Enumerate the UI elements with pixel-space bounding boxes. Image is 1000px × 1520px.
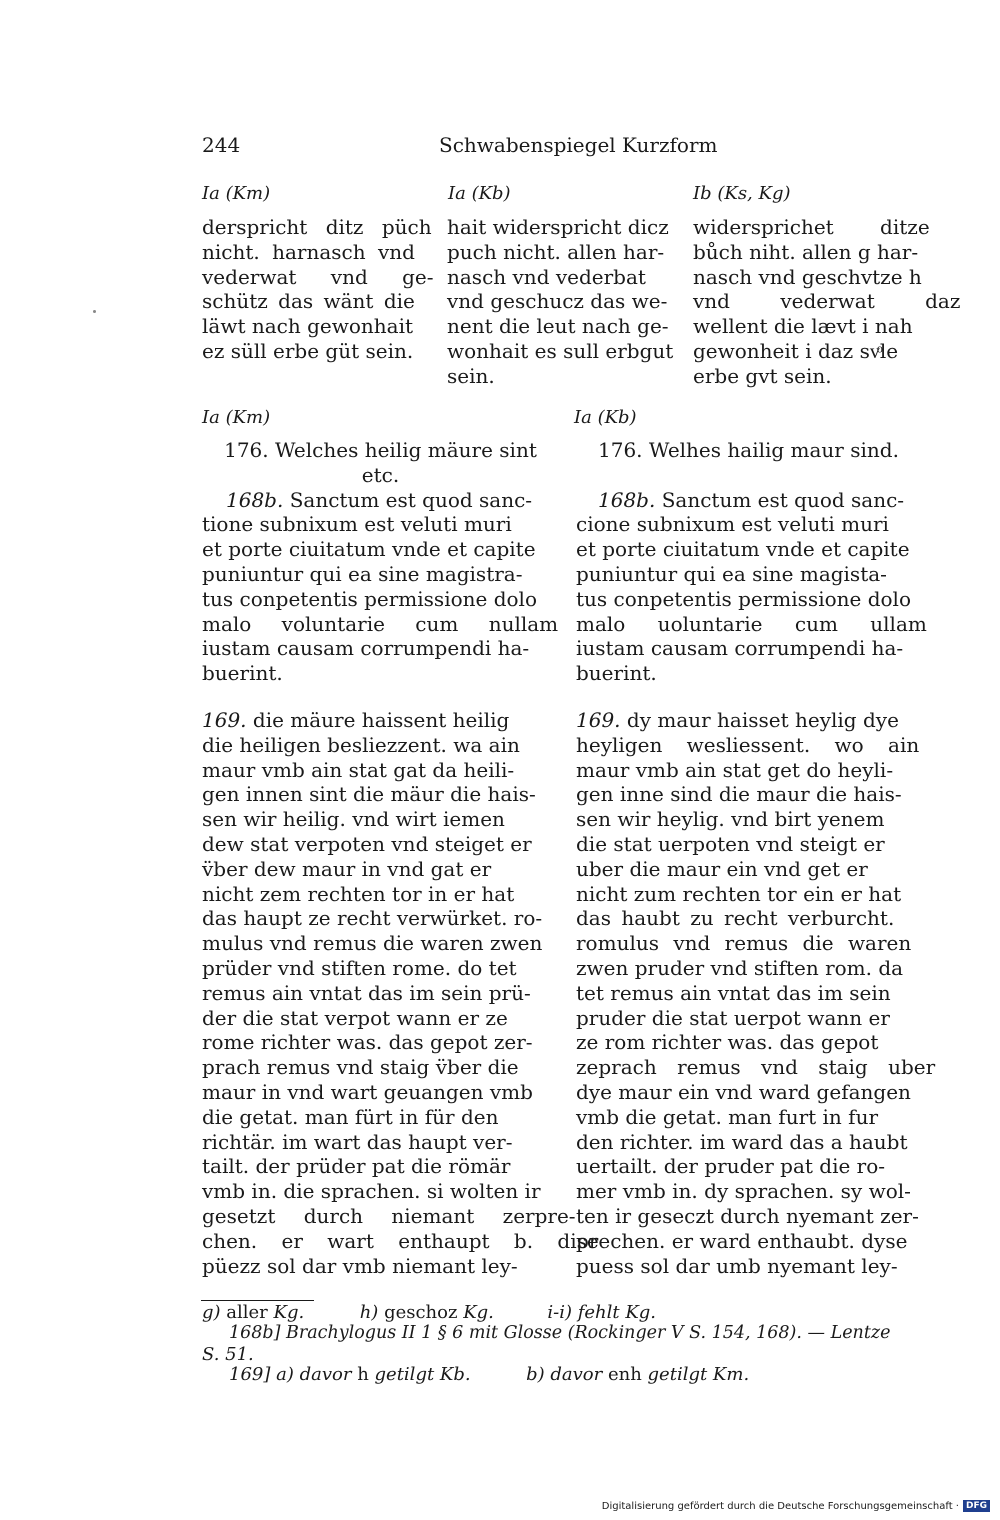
text-line: nicht zum rechten tor ein er hat xyxy=(576,881,902,906)
text-line: prüder vnd stiften rome. do tet xyxy=(202,955,517,980)
text-line: iustam causam corrumpendi ha- xyxy=(202,636,530,661)
text-line: schütz das wänt die xyxy=(202,289,415,314)
left-column-heading: Ia (Km) xyxy=(202,407,271,428)
text-line: gesetzt durch niemant zerpre- xyxy=(202,1203,576,1228)
text-line: romulus vnd remus die waren xyxy=(576,931,912,956)
column-heading-km: Ia (Km) xyxy=(202,183,271,204)
text-line: tione subnixum est veluti muri xyxy=(202,512,512,537)
right-column-text xyxy=(576,438,936,1278)
text-line: wellent die lævt i nah xyxy=(693,314,913,339)
text-line: cione subnixum est veluti muri xyxy=(576,512,889,537)
text-line: puniuntur qui ea sine magistra- xyxy=(202,561,523,586)
text-line: bůch niht. allen g har- xyxy=(693,239,919,264)
text-line: nicht. harnasch vnd xyxy=(202,239,415,264)
text-line: gen innen sint die mäur die hais- xyxy=(202,782,536,807)
footnote-line-2: 168b] Brachylogus II 1 § 6 mit Glosse (Rockinger V S. 154, 168). — Lentze xyxy=(229,1323,891,1343)
text-line: maur vmb ain stat get do heyli- xyxy=(576,757,894,782)
footnote-line-3: S. 51. xyxy=(202,1344,254,1365)
text-line: remus ain vntat das im sein prü- xyxy=(202,980,531,1005)
text-line: hait widerspricht dicz xyxy=(447,215,669,239)
text-line: gewonheit i daz svͦle xyxy=(693,338,899,363)
text-line: ten ir geseczt durch nyemant zer- xyxy=(576,1203,919,1228)
chapter-title: 176. Welhes hailig maur sind. xyxy=(598,438,899,462)
column-heading-kb: Ia (Kb) xyxy=(448,183,511,204)
text-line: iustam causam corrumpendi ha- xyxy=(576,636,904,661)
text-line: buerint. xyxy=(576,661,657,686)
text-line: puess sol dar umb nyemant ley- xyxy=(576,1253,898,1278)
text-line: die heiligen besliezzent. wa ain xyxy=(202,732,520,757)
text-line: heyligen wesliessent. wo ain xyxy=(576,732,920,757)
right-column-heading: Ia (Kb) xyxy=(574,407,637,428)
left-column-text xyxy=(202,438,599,1278)
text-line: vnd geschucz das we- xyxy=(447,289,668,314)
text-line: ez süll erbe güt sein. xyxy=(202,338,414,363)
text-line: nasch vnd geschvtze h xyxy=(693,264,922,289)
text-line: et porte ciuitatum vnde et capite xyxy=(576,537,910,562)
text-line: nicht zem rechten tor in er hat xyxy=(202,881,515,906)
text-line: der die stat verpot wann er ze xyxy=(202,1005,508,1030)
text-line: maur vmb ain stat gat da heili- xyxy=(202,757,515,782)
text-line: malo uoluntarie cum ullam xyxy=(576,611,927,636)
text-line: zeprach remus vnd staig uber xyxy=(576,1055,936,1080)
text-line: dew stat verpoten vnd steiget er xyxy=(202,831,532,856)
text-line: die stat uerpoten vnd steigt er xyxy=(576,831,885,856)
text-line: läwt nach gewonhait xyxy=(202,314,413,339)
text-line: ze rom richter was. das gepot xyxy=(576,1030,879,1055)
text-line: das haupt ze recht verwürket. ro- xyxy=(202,906,543,931)
paragraph-168b: 168b. Sanctum est quod sanc- xyxy=(226,487,533,512)
text-line: uertailt. der pruder pat die ro- xyxy=(576,1154,886,1179)
text-line: nasch vnd vederbat xyxy=(447,264,646,289)
text-line: richtär. im wart das haupt ver- xyxy=(202,1129,513,1154)
chapter-title: 176. Welches heilig mäure sint xyxy=(224,438,537,462)
paragraph-168b: 168b. Sanctum est quod sanc- xyxy=(598,487,905,512)
text-line: prechen. er ward enthaubt. dyse xyxy=(576,1228,908,1253)
text-line: vmb die getat. man furt in fur xyxy=(576,1104,879,1129)
dfg-logo: DFG xyxy=(963,1500,990,1512)
text-line: den richter. im ward das a haubt xyxy=(576,1129,908,1154)
text-line: tus conpetentis permissione dolo xyxy=(202,586,537,611)
text-line: chen. er wart enthaupt b. dise xyxy=(202,1228,599,1253)
text-line: vederwat vnd ge- xyxy=(202,264,434,289)
text-line: tet remus ain vntat das im sein xyxy=(576,980,891,1005)
text-line: wonhait es sull erbgut xyxy=(447,338,674,363)
column-heading-ks-kg: Ib (Ks, Kg) xyxy=(693,183,791,204)
text-line: dye maur ein vnd ward gefangen xyxy=(576,1079,911,1104)
text-line: zwen pruder vnd stiften rom. da xyxy=(576,955,904,980)
text-line: pruder die stat uerpot wann er xyxy=(576,1005,890,1030)
text-line: püezz sol dar vmb niemant ley- xyxy=(202,1253,518,1278)
text-line: puch nicht. allen har- xyxy=(447,239,665,264)
text-line: die getat. man fürt in für den xyxy=(202,1104,499,1129)
text-line: das haubt zu recht verburcht. xyxy=(576,906,895,931)
text-line: derspricht ditz püch xyxy=(202,215,432,239)
text-line: sen wir heilig. vnd wirt iemen xyxy=(202,807,505,832)
text-line: uber die maur ein vnd get er xyxy=(576,856,868,881)
text-line: sein. xyxy=(447,363,495,388)
footnote-line-1: g) aller Kg. h) geschoz Kg. i-i) fehlt Kg. xyxy=(202,1302,657,1323)
page-number: 244 xyxy=(202,133,241,157)
text-line: sen wir heylig. vnd birt yenem xyxy=(576,807,885,832)
text-line: v̈ber dew maur in vnd gat er xyxy=(202,856,492,881)
text-line: prach remus vnd staig v̈ber die xyxy=(202,1055,519,1080)
text-line: gen inne sind die maur die hais- xyxy=(576,782,902,807)
text-line: malo voluntarie cum nullam xyxy=(202,611,559,636)
top-column-2 xyxy=(447,215,672,389)
paragraph-169: 169. die mäure haissent heilig xyxy=(202,707,510,732)
text-line: tailt. der prüder pat die römär xyxy=(202,1154,511,1179)
text-line: rome richter was. das gepot zer- xyxy=(202,1030,533,1055)
text-line: buerint. xyxy=(202,661,283,686)
text-line: nent die leut nach ge- xyxy=(447,314,669,339)
footnote-line-4: 169] a) davor h getilgt Kb. b) davor enh getilgt Km. xyxy=(229,1364,750,1385)
text-line: et porte ciuitatum vnde et capite xyxy=(202,537,536,562)
text-line: mer vmb in. dy sprachen. sy wol- xyxy=(576,1179,911,1204)
chapter-title-cont: etc. xyxy=(361,462,400,487)
text-line: mulus vnd remus die waren zwen xyxy=(202,931,543,956)
text-line: maur in vnd wart geuangen vmb xyxy=(202,1079,533,1104)
text-line: puniuntur qui ea sine magista- xyxy=(576,561,887,586)
text-line: erbe gvt sein. xyxy=(693,363,832,388)
paragraph-169: 169. dy maur haisset heylig dye xyxy=(576,707,899,732)
digitization-credit: Digitalisierung gefördert durch die Deutsche Forschungsgemeinschaft · DFG xyxy=(602,1500,990,1512)
text-line: vmb in. die sprachen. si wolten ir xyxy=(202,1179,541,1204)
top-column-3 xyxy=(693,215,961,389)
footnote-rule xyxy=(201,1300,314,1301)
running-title: Schwabenspiegel Kurzform xyxy=(439,133,718,157)
text-line: tus conpetentis permissione dolo xyxy=(576,586,911,611)
top-column-1 xyxy=(202,215,434,364)
text-line: vnd vederwat daz xyxy=(693,289,961,314)
scan-speck xyxy=(93,310,96,313)
text-line: widersprichet ditze xyxy=(693,215,930,239)
